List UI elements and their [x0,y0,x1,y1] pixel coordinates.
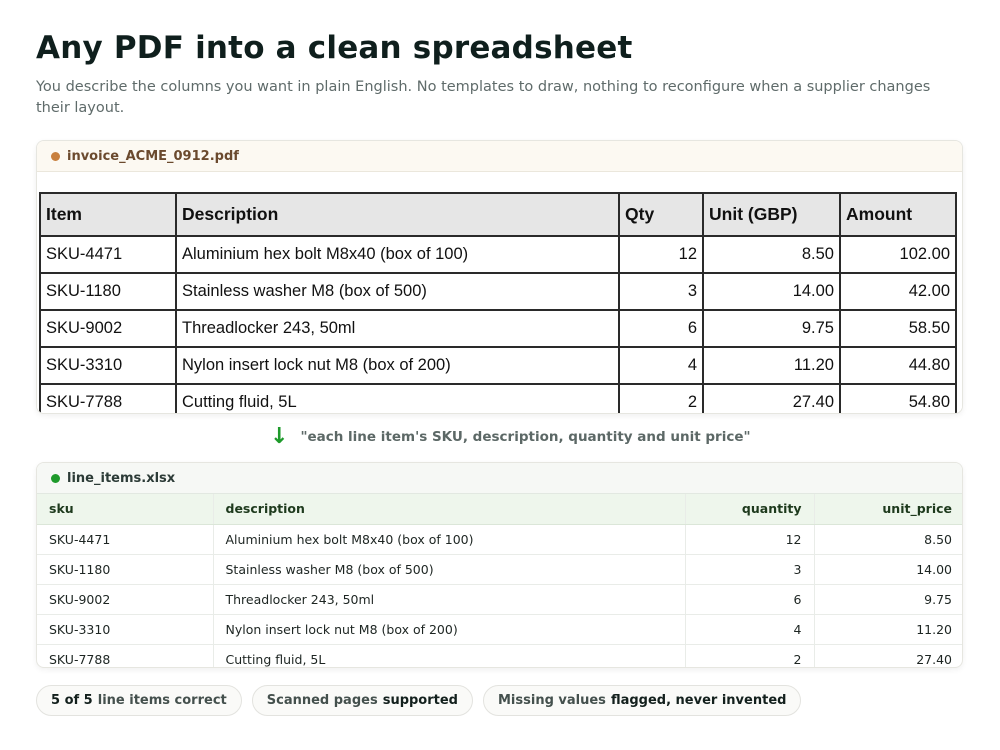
pill-scanned-strong: supported [382,693,458,708]
pdf-cell-item: SKU-9002 [40,310,176,347]
pdf-col-item: Item [40,193,176,236]
pill-scanned-text: Scanned pages [266,693,378,708]
pdf-row [40,384,956,414]
xlsx-card-header [37,463,962,494]
pdf-cell-item: SKU-7788 [40,384,176,414]
xlsx-cell-quantity[interactable]: 12 [685,524,814,554]
xlsx-cell-quantity[interactable]: 2 [685,644,814,668]
pdf-col-amount: Amount [840,193,956,236]
xlsx-cell-unit-price[interactable]: 14.00 [814,554,963,584]
pdf-cell-qty: 12 [619,236,703,273]
pdf-cell-amount: 58.50 [840,310,956,347]
xlsx-table [37,494,963,668]
xlsx-cell-sku[interactable]: SKU-3310 [37,614,213,644]
xlsx-filename: line_items.xlsx [67,470,176,486]
pdf-row [40,310,956,347]
pdf-cell-unit: 8.50 [703,236,840,273]
pdf-row [40,347,956,384]
pdf-cell-unit: 11.20 [703,347,840,384]
pdf-header-row [40,193,956,236]
xlsx-row [37,524,963,554]
pdf-cell-unit: 27.40 [703,384,840,414]
pill-accuracy-text: line items correct [97,693,227,708]
xlsx-output-card [36,462,963,668]
pill-accuracy [36,685,242,716]
xlsx-file-dot-icon [51,474,60,483]
pdf-preview-card [36,140,963,414]
pdf-cell-amount: 44.80 [840,347,956,384]
pdf-cell-description: Cutting fluid, 5L [176,384,619,414]
xlsx-col-unit-price[interactable]: unit_price [814,494,963,524]
xlsx-cell-unit-price[interactable]: 11.20 [814,614,963,644]
pdf-table [39,192,957,414]
pdf-cell-amount: 54.80 [840,384,956,414]
xlsx-col-description[interactable]: description [213,494,685,524]
xlsx-cell-sku[interactable]: SKU-4471 [37,524,213,554]
feature-pills [36,685,801,716]
xlsx-cell-sku[interactable]: SKU-7788 [37,644,213,668]
xlsx-header-row [37,494,963,524]
xlsx-cell-sku[interactable]: SKU-9002 [37,584,213,614]
xlsx-cell-description[interactable]: Nylon insert lock nut M8 (box of 200) [213,614,685,644]
pdf-col-qty: Qty [619,193,703,236]
extraction-prompt [270,426,751,448]
pill-accuracy-strong: 5 of 5 [51,693,93,708]
pdf-cell-unit: 14.00 [703,273,840,310]
pill-missing-strong: flagged, never invented [610,693,787,708]
xlsx-cell-unit-price[interactable]: 9.75 [814,584,963,614]
pdf-cell-description: Nylon insert lock nut M8 (box of 200) [176,347,619,384]
pdf-row [40,236,956,273]
xlsx-cell-unit-price[interactable]: 8.50 [814,524,963,554]
pdf-cell-qty: 6 [619,310,703,347]
xlsx-cell-sku[interactable]: SKU-1180 [37,554,213,584]
pill-missing [483,685,801,716]
xlsx-cell-description[interactable]: Threadlocker 243, 50ml [213,584,685,614]
xlsx-cell-unit-price[interactable]: 27.40 [814,644,963,668]
xlsx-row [37,554,963,584]
pdf-cell-amount: 102.00 [840,236,956,273]
xlsx-col-sku[interactable]: sku [37,494,213,524]
xlsx-cell-description[interactable]: Cutting fluid, 5L [213,644,685,668]
xlsx-col-quantity[interactable]: quantity [685,494,814,524]
pill-scanned [252,685,473,716]
pdf-col-description: Description [176,193,619,236]
pdf-cell-description: Aluminium hex bolt M8x40 (box of 100) [176,236,619,273]
xlsx-row [37,584,963,614]
pdf-cell-description: Threadlocker 243, 50ml [176,310,619,347]
pdf-file-dot-icon [51,152,60,161]
xlsx-row [37,614,963,644]
xlsx-cell-description[interactable]: Stainless washer M8 (box of 500) [213,554,685,584]
xlsx-cell-quantity[interactable]: 6 [685,584,814,614]
pdf-row [40,273,956,310]
pdf-cell-item: SKU-1180 [40,273,176,310]
pdf-cell-unit: 9.75 [703,310,840,347]
pdf-col-unit: Unit (GBP) [703,193,840,236]
xlsx-cell-quantity[interactable]: 3 [685,554,814,584]
page-subtitle: You describe the columns you want in plain English. No templates to draw, nothing to reconfigure when a supplier changes their layout. [36,79,931,116]
pdf-cell-qty: 4 [619,347,703,384]
arrow-down-icon: ↓ [270,424,289,449]
page-title: Any PDF into a clean spreadsheet [36,30,633,66]
pdf-filename: invoice_ACME_0912.pdf [67,148,239,164]
pdf-cell-qty: 3 [619,273,703,310]
pdf-card-header [37,141,962,172]
xlsx-row [37,644,963,668]
pdf-cell-amount: 42.00 [840,273,956,310]
prompt-text: "each line item's SKU, description, quantity and unit price" [300,429,751,445]
pdf-cell-qty: 2 [619,384,703,414]
xlsx-cell-description[interactable]: Aluminium hex bolt M8x40 (box of 100) [213,524,685,554]
pdf-cell-item: SKU-4471 [40,236,176,273]
pdf-cell-description: Stainless washer M8 (box of 500) [176,273,619,310]
pdf-cell-item: SKU-3310 [40,347,176,384]
pdf-page [37,172,962,414]
pill-missing-text: Missing values [498,693,606,708]
xlsx-cell-quantity[interactable]: 4 [685,614,814,644]
